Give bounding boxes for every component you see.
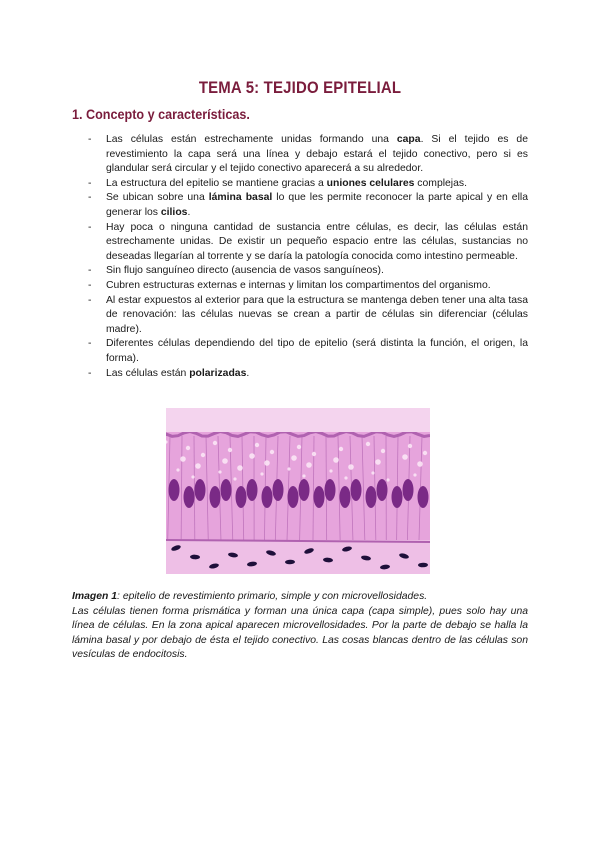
vesicle [423,451,427,455]
vesicle [213,441,217,445]
section-heading: 1. Concepto y características. [72,106,250,122]
vesicle [413,473,416,476]
vesicle [291,455,297,461]
bold-term: polarizadas [189,367,247,379]
epithelium-micrograph [166,408,430,574]
vesicle [228,448,232,452]
cell-nucleus [236,486,247,508]
lumen [166,408,430,432]
bullet-item [72,221,528,265]
cell-nucleus [325,479,336,501]
bold-term: capa [396,134,421,145]
vesicle [348,464,354,470]
bold-term: lámina basal [208,192,273,204]
page-title: TEMA 5: TEJIDO EPITELIAL [198,78,402,97]
vesicle [297,445,301,449]
vesicle [218,470,221,473]
vesicle [302,474,305,477]
vesicle [237,465,243,471]
bullet-text: Cubren estructuras externas e internas y limitan los compartimentos del organismo. [106,279,491,291]
vesicle [386,478,389,481]
vesicle [287,467,290,470]
bullet-item [72,367,528,382]
connective-tissue [166,540,430,574]
vesicle [249,453,255,459]
cell-nucleus [210,486,221,508]
bullet-text: Se ubican sobre una [106,192,209,204]
cell-nucleus [221,479,232,501]
bullet-item [72,264,528,279]
vesicle [222,458,228,464]
bullet-text: lo que les permite reconocer la parte apical y en ella generar los [106,192,528,218]
bullet-text: Sin flujo sanguíneo directo (ausencia de vasos sanguíneos). [106,265,384,277]
cell-nucleus [377,479,388,501]
cell-nucleus [314,486,325,508]
bullet-text: . Si el tejido es de revestimiento la capa será una línea y debajo estará el tejido conectivo, pero si es glandular será circular y el tejido conectivo aparecerá a su alrededor. [106,134,528,175]
bullet-item [72,133,528,177]
vesicle [201,453,205,457]
vesicle [270,450,274,454]
vesicle [339,447,343,451]
vesicle [329,469,332,472]
vesicle [195,463,201,469]
vesicle [255,443,259,447]
vesicle [375,459,381,465]
cell-nucleus [418,486,429,508]
bullet-text: Diferentes células dependiendo del tipo de epitelio (será distinta la función, el origen, la forma). [106,338,528,364]
caption-first-line: : epitelio de revestimiento primario, simple y con microvellosidades. [117,591,428,602]
vesicle [260,472,263,475]
bullet-text: complejas. [414,177,467,189]
vesicle [306,462,312,468]
vesicle [176,468,179,471]
caption-label: Imagen 1 [72,591,118,602]
vesicle [233,477,236,480]
vesicle [191,475,194,478]
vesicle [344,476,347,479]
vesicle [333,457,339,463]
bullet-text: Al estar expuestos al exterior para que la estructura se mantenga deben tener una alta tasa de renovación: las células nuevas se crean a partir de células sin diferenciar (células madre). [106,294,528,335]
cell-nucleus [195,479,206,501]
bullet-text: Las células están [106,367,190,379]
vesicle [417,461,423,467]
bullet-text: . [187,206,191,218]
vesicle [312,452,316,456]
micrograph-image [166,408,430,574]
cell-nucleus [262,486,273,508]
cell-nucleus [288,486,299,508]
bullet-item [72,191,528,220]
vesicle [402,454,408,460]
vesicle [264,460,270,466]
bullet-text: Hay poca o ninguna cantidad de sustancia entre células, es decir, las células están estrechamente unidas. De existir un pequeño espacio entre las células, sustancias no deseadas llegarían al torrente y se daría la patología conocida como intestino permeable. [106,221,528,262]
figure-caption [72,590,528,663]
cell-nucleus [351,479,362,501]
bullet-item [72,177,528,192]
cell-nucleus [366,486,377,508]
bullet-text: Las células están estrechamente unidas formando una [106,134,397,145]
cell-nucleus [340,486,351,508]
bullet-text: . [246,367,250,379]
vesicle [180,456,186,462]
cell-nucleus [299,479,310,501]
bullet-item [72,337,528,366]
cell-nucleus [403,479,414,501]
bullet-item [72,294,528,338]
caption-body: Las células tienen forma prismática y forman una única capa (capa simple), pues solo hay una línea de células. En la zona apical aparecen microvellosidades. Por la parte de debajo se halla la lámina basal y por debajo de ésta el tejido conectivo. Las cosas blancas dentro de las células son vesículas de endocitosis. [72,605,528,661]
bullet-item [72,279,528,294]
cell-nucleus [184,486,195,508]
cell-nucleus [273,479,284,501]
bold-term: cilios [160,206,188,218]
vesicle [366,442,370,446]
vesicle [408,444,412,448]
bullet-text: La estructura del epitelio se mantiene gracias a [106,177,327,189]
vesicle [186,446,190,450]
vesicle [381,449,385,453]
characteristics-list [72,133,528,381]
cell-nucleus [169,479,180,501]
cell-nucleus [392,486,403,508]
vesicle [371,471,374,474]
cell-nucleus [247,479,258,501]
bold-term: uniones celulares [326,177,415,189]
